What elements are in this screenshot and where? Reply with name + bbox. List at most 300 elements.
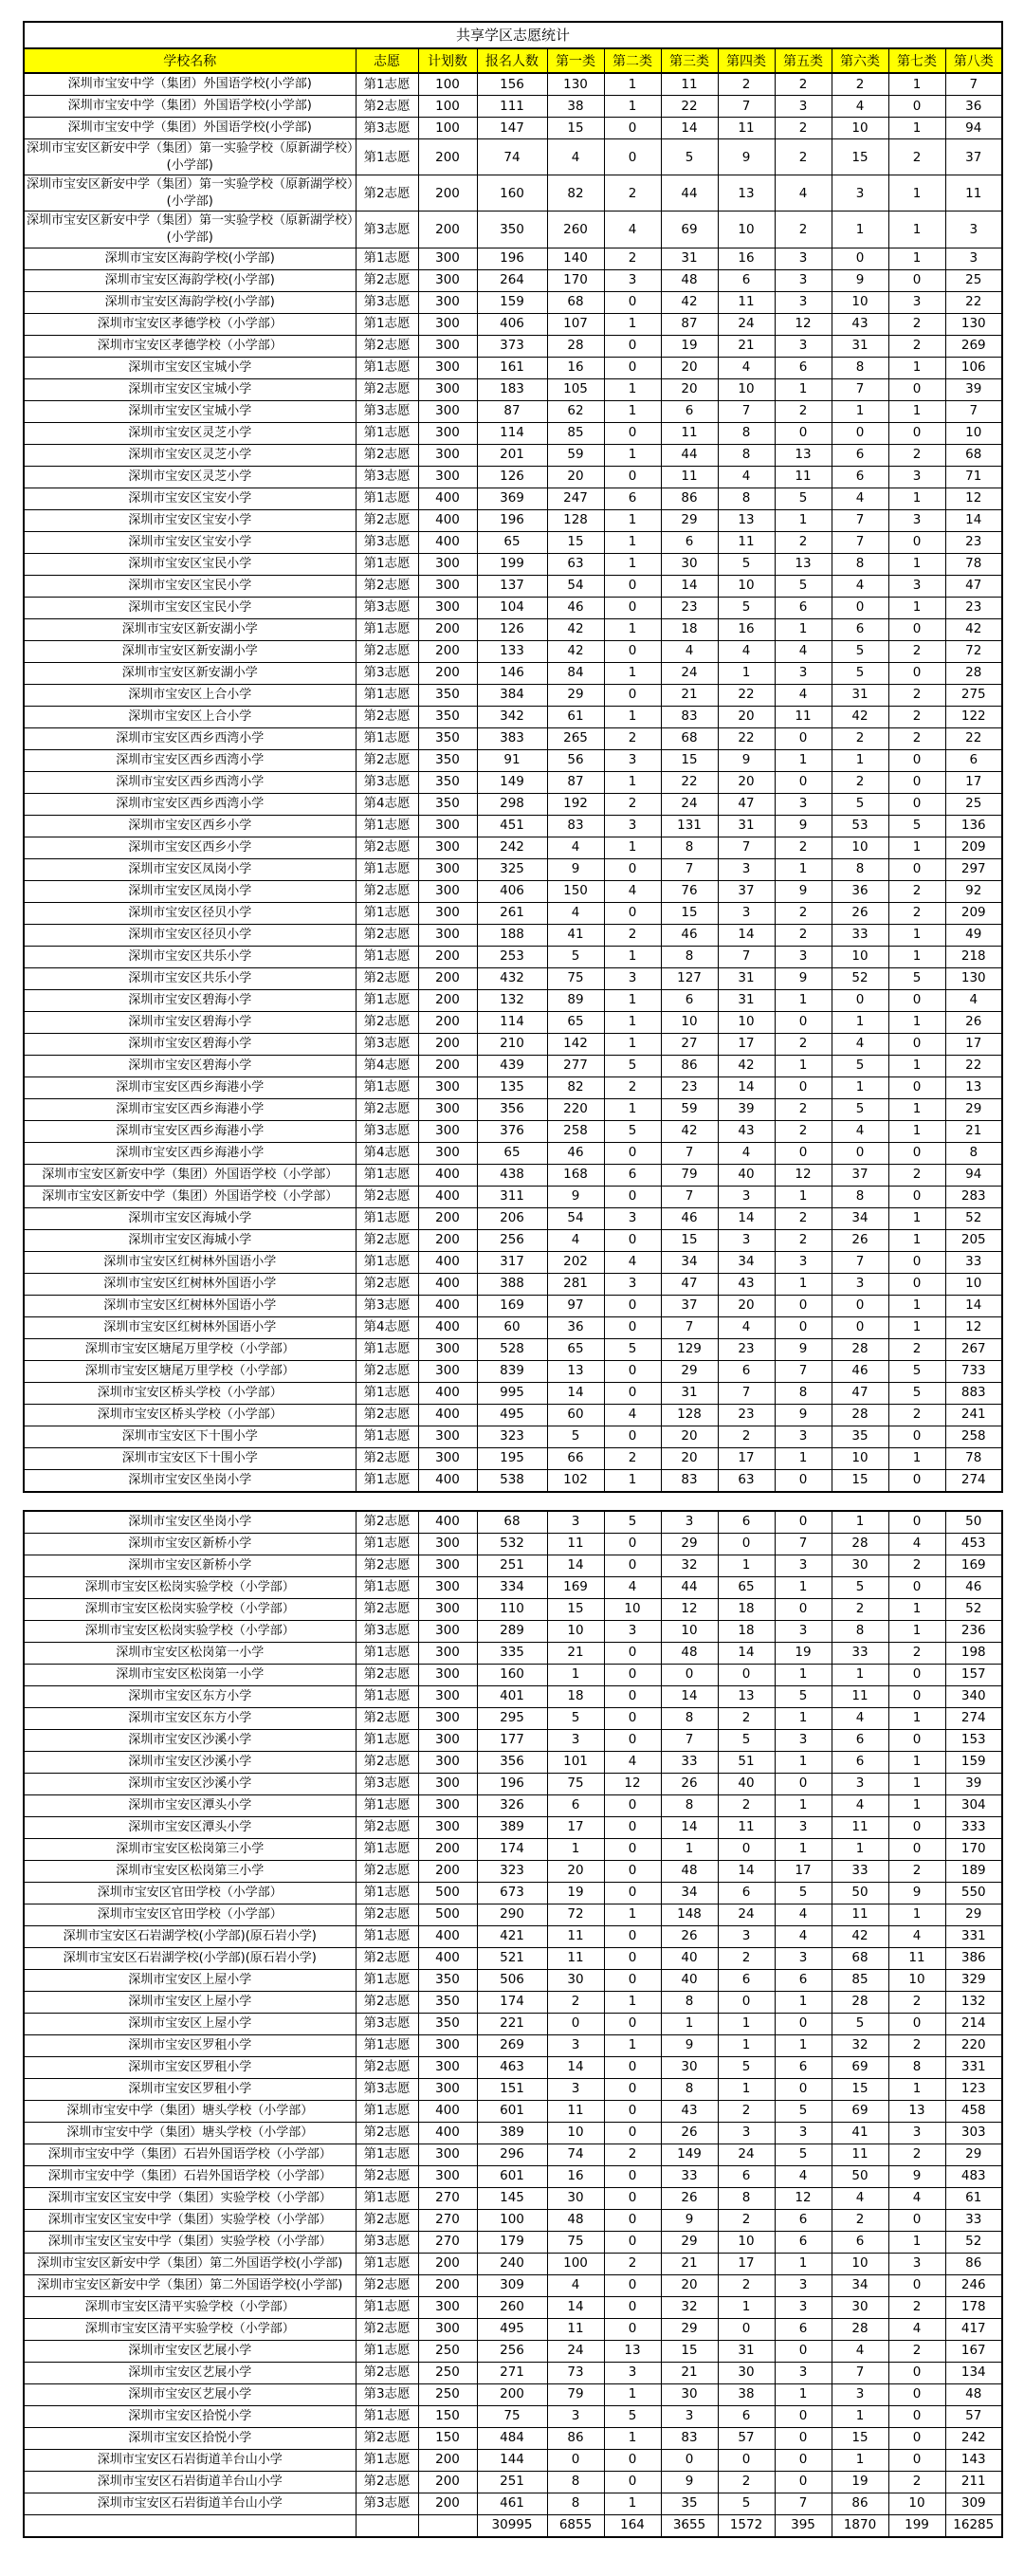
cell-value: 0 (888, 2449, 945, 2471)
cell-value: 0 (888, 858, 945, 880)
cell-value: 200 (418, 1055, 477, 1076)
cell-value: 2 (888, 2471, 945, 2493)
cell-value: 0 (888, 1576, 945, 1598)
cell-preference: 第3志愿 (356, 2231, 418, 2253)
cell-school-name: 深圳市宝安中学（集团）外国语学校(小学部) (24, 73, 356, 96)
cell-value: 53 (832, 815, 888, 837)
cell-value: 3 (775, 1620, 832, 1642)
cell-preference: 第1志愿 (356, 1969, 418, 1991)
table-row (24, 2056, 1002, 2078)
table-row (24, 1076, 1002, 1098)
cell-value: 20 (661, 1426, 718, 1447)
cell-value: 19 (661, 335, 718, 357)
cell-preference: 第1志愿 (356, 1382, 418, 1404)
cell-value: 79 (547, 2383, 604, 2405)
cell-preference: 第2志愿 (356, 2122, 418, 2144)
cell-school-name: 深圳市宝安区灵芝小学 (24, 444, 356, 466)
cell-value: 32 (832, 2034, 888, 2056)
table-row (24, 1338, 1002, 1360)
cell-value: 75 (547, 2231, 604, 2253)
cell-value: 300 (418, 1576, 477, 1598)
cell-school-name: 深圳市宝安区海韵学校(小学部) (24, 291, 356, 313)
cell-value: 51 (718, 1751, 775, 1773)
cell-value: 3 (547, 2405, 604, 2427)
cell-value: 246 (945, 2274, 1002, 2296)
cell-school-name: 深圳市宝安区清平实验学校（小学部） (24, 2296, 356, 2318)
cell-preference: 第1志愿 (356, 858, 418, 880)
cell-value: 11 (547, 2100, 604, 2122)
cell-preference: 第2志愿 (356, 749, 418, 771)
cell-value: 33 (661, 2165, 718, 2187)
cell-value: 31 (718, 989, 775, 1011)
column-header-8: 第五类 (775, 48, 832, 73)
cell-value: 0 (604, 2056, 661, 2078)
cell-value: 2 (888, 1642, 945, 1664)
cell-value: 4 (945, 989, 1002, 1011)
cell-value: 2 (888, 880, 945, 902)
cell-value: 439 (477, 1055, 547, 1076)
cell-value: 200 (418, 1838, 477, 1860)
table-row (24, 967, 1002, 989)
cell-preference: 第1志愿 (356, 727, 418, 749)
cell-value: 1 (888, 2078, 945, 2100)
cell-value: 40 (661, 1947, 718, 1969)
cell-value: 123 (945, 2078, 1002, 2100)
cell-value: 42 (547, 618, 604, 640)
cell-value: 14 (547, 2056, 604, 2078)
cell-value: 4 (832, 1033, 888, 1055)
cell-value: 10 (832, 1447, 888, 1469)
cell-value: 28 (945, 662, 1002, 684)
cell-value: 7 (661, 1316, 718, 1338)
cell-value: 0 (888, 1076, 945, 1098)
cell-value: 0 (604, 357, 661, 378)
cell-value: 37 (945, 139, 1002, 175)
cell-preference: 第3志愿 (356, 1295, 418, 1316)
cell-school-name: 深圳市宝安区新安中学（集团）第一实验学校（原新湖学校）(小学部) (24, 212, 356, 248)
cell-value: 1 (718, 1555, 775, 1576)
cell-value: 94 (945, 1164, 1002, 1186)
cell-value: 3 (888, 2253, 945, 2274)
cell-value: 241 (945, 1404, 1002, 1426)
cell-value: 400 (418, 1925, 477, 1947)
cell-value: 2 (775, 212, 832, 248)
cell-value: 0 (775, 1142, 832, 1164)
table-row (24, 2100, 1002, 2122)
cell-school-name: 深圳市宝安区沙溪小学 (24, 1773, 356, 1794)
cell-value: 4 (888, 1533, 945, 1555)
cell-preference: 第1志愿 (356, 1925, 418, 1947)
cell-value: 2 (775, 837, 832, 858)
cell-value: 199 (888, 2514, 945, 2537)
cell-preference: 第3志愿 (356, 662, 418, 684)
cell-value: 105 (547, 378, 604, 400)
cell-value: 196 (477, 509, 547, 531)
cell-value: 6 (718, 1969, 775, 1991)
cell-value: 8 (832, 357, 888, 378)
cell-value: 2 (888, 2296, 945, 2318)
cell-value: 253 (477, 946, 547, 967)
cell-value: 42 (832, 706, 888, 727)
cell-value: 37 (718, 880, 775, 902)
cell-value: 170 (945, 1838, 1002, 1860)
cell-preference: 第1志愿 (356, 1685, 418, 1707)
cell-value: 8 (832, 553, 888, 575)
cell-value: 300 (418, 1360, 477, 1382)
cell-value: 275 (945, 684, 1002, 706)
cell-value: 0 (832, 248, 888, 269)
cell-value: 1 (775, 1794, 832, 1816)
cell-school-name: 深圳市宝安区新桥小学 (24, 1533, 356, 1555)
cell-value: 250 (418, 2383, 477, 2405)
cell-value: 209 (945, 902, 1002, 924)
table-row (24, 335, 1002, 357)
cell-value: 300 (418, 378, 477, 400)
cell-value: 24 (661, 662, 718, 684)
cell-value: 19 (775, 1642, 832, 1664)
cell-value: 10 (832, 2253, 888, 2274)
cell-value: 0 (888, 1816, 945, 1838)
cell-value: 7 (775, 2493, 832, 2514)
cell-value: 17 (775, 1860, 832, 1882)
cell-school-name: 深圳市宝安区塘尾万里学校（小学部） (24, 1338, 356, 1360)
table-row (24, 1295, 1002, 1316)
cell-value: 5 (832, 1055, 888, 1076)
cell-preference: 第2志愿 (356, 269, 418, 291)
table-row (24, 139, 1002, 175)
cell-value: 2 (775, 924, 832, 946)
cell-value: 4 (718, 466, 775, 488)
cell-value: 9 (718, 139, 775, 175)
cell-preference: 第2志愿 (356, 1555, 418, 1576)
table-row (24, 2078, 1002, 2100)
cell-value: 0 (604, 1685, 661, 1707)
cell-value: 2 (888, 706, 945, 727)
table-row (24, 73, 1002, 96)
cell-value: 31 (661, 1382, 718, 1404)
cell-value: 5 (888, 1360, 945, 1382)
cell-value: 5 (604, 2405, 661, 2427)
cell-value: 100 (418, 73, 477, 96)
cell-value: 495 (477, 1404, 547, 1426)
cell-preference: 第1志愿 (356, 357, 418, 378)
cell-value: 87 (477, 400, 547, 422)
cell-value: 146 (477, 662, 547, 684)
cell-value: 495 (477, 2318, 547, 2340)
cell-value: 3 (775, 269, 832, 291)
column-header-2: 计划数 (418, 48, 477, 73)
cell-value: 10 (547, 2122, 604, 2144)
table-row (24, 1947, 1002, 1969)
cell-value: 147 (477, 118, 547, 139)
cell-value: 0 (832, 597, 888, 618)
cell-value: 135 (477, 1076, 547, 1098)
cell-value: 1 (604, 706, 661, 727)
cell-value: 211 (945, 2471, 1002, 2493)
table-row (24, 2144, 1002, 2165)
cell-value: 277 (547, 1055, 604, 1076)
cell-school-name: 深圳市宝安区宝民小学 (24, 597, 356, 618)
cell-value: 7 (661, 1729, 718, 1751)
cell-value: 270 (418, 2187, 477, 2209)
cell-value: 0 (888, 989, 945, 1011)
cell-value: 5 (832, 662, 888, 684)
cell-value: 1 (604, 531, 661, 553)
table-row (24, 1642, 1002, 1664)
cell-preference: 第2志愿 (356, 1598, 418, 1620)
cell-value: 1 (775, 989, 832, 1011)
table-row (24, 727, 1002, 749)
cell-value: 261 (477, 902, 547, 924)
cell-value: 5 (775, 488, 832, 509)
cell-preference: 第2志愿 (356, 1664, 418, 1685)
cell-value: 3 (604, 815, 661, 837)
cell-school-name (24, 2514, 356, 2537)
cell-value: 0 (604, 1186, 661, 1207)
cell-preference: 第2志愿 (356, 1860, 418, 1882)
cell-value: 300 (418, 880, 477, 902)
cell-value: 0 (604, 1882, 661, 1904)
table-row (24, 2013, 1002, 2034)
cell-value: 20 (718, 1295, 775, 1316)
cell-value: 1 (888, 488, 945, 509)
cell-preference: 第1志愿 (356, 488, 418, 509)
cell-school-name: 深圳市宝安区松岗第三小学 (24, 1860, 356, 1882)
cell-value: 30 (661, 2056, 718, 2078)
cell-value: 2 (888, 139, 945, 175)
cell-value: 1 (775, 1664, 832, 1685)
cell-value: 27 (661, 1033, 718, 1055)
cell-value: 1 (604, 1904, 661, 1925)
cell-value: 0 (888, 422, 945, 444)
cell-value: 1 (661, 2013, 718, 2034)
cell-value: 0 (604, 2100, 661, 2122)
cell-value: 4 (604, 1404, 661, 1426)
cell-preference: 第4志愿 (356, 793, 418, 815)
cell-value: 36 (945, 96, 1002, 118)
cell-value: 5 (718, 553, 775, 575)
cell-value: 2 (832, 1598, 888, 1620)
cell-value: 1 (775, 618, 832, 640)
cell-value: 300 (418, 1120, 477, 1142)
cell-value: 329 (945, 1969, 1002, 1991)
column-header-11: 第八类 (945, 48, 1002, 73)
cell-value: 3 (775, 248, 832, 269)
cell-value: 300 (418, 269, 477, 291)
cell-value: 11 (718, 118, 775, 139)
cell-value: 0 (888, 1685, 945, 1707)
column-header-4: 第一类 (547, 48, 604, 73)
cell-value: 14 (718, 924, 775, 946)
cell-value: 15 (547, 1598, 604, 1620)
cell-value: 0 (888, 662, 945, 684)
cell-value: 210 (477, 1033, 547, 1055)
cell-value: 2 (775, 1229, 832, 1251)
cell-school-name: 深圳市宝安区西乡海港小学 (24, 1120, 356, 1142)
cell-school-name: 深圳市宝安区艺展小学 (24, 2362, 356, 2383)
cell-value: 8 (718, 444, 775, 466)
cell-value: 2 (775, 118, 832, 139)
cell-value: 1 (604, 96, 661, 118)
header-row (24, 48, 1002, 73)
cell-school-name: 深圳市宝安区上屋小学 (24, 1991, 356, 2013)
cell-value: 85 (832, 1969, 888, 1991)
cell-value: 0 (604, 139, 661, 175)
cell-value: 0 (604, 2296, 661, 2318)
table-row (24, 989, 1002, 1011)
cell-value: 7 (832, 509, 888, 531)
cell-value: 26 (661, 2187, 718, 2209)
cell-value: 0 (661, 1664, 718, 1685)
cell-value: 10 (547, 1620, 604, 1642)
cell-value: 356 (477, 1098, 547, 1120)
cell-value: 300 (418, 422, 477, 444)
cell-value: 101 (547, 1751, 604, 1773)
page-title: 共享学区志愿统计 (24, 22, 1002, 48)
cell-value: 1 (775, 749, 832, 771)
cell-value: 309 (477, 2274, 547, 2296)
cell-preference: 第2志愿 (356, 2209, 418, 2231)
cell-value: 142 (547, 1033, 604, 1055)
cell-value: 28 (832, 1404, 888, 1426)
cell-school-name: 深圳市宝安区松岗实验学校（小学部） (24, 1620, 356, 1642)
cell-value: 2 (888, 2034, 945, 2056)
cell-value: 200 (418, 1011, 477, 1033)
cell-value: 192 (547, 793, 604, 815)
cell-preference: 第2志愿 (356, 1511, 418, 1534)
cell-value: 0 (604, 2471, 661, 2493)
cell-value: 3 (775, 2362, 832, 2383)
cell-school-name: 深圳市宝安区桥头学校（小学部） (24, 1382, 356, 1404)
cell-school-name: 深圳市宝安区新安中学（集团）第一实验学校（原新湖学校）(小学部) (24, 175, 356, 212)
table-row (24, 706, 1002, 727)
cell-value: 15 (832, 2078, 888, 2100)
cell-school-name: 深圳市宝安区石岩湖学校(小学部)(原石岩小学) (24, 1947, 356, 1969)
cell-value: 30 (832, 2296, 888, 2318)
cell-value: 6 (718, 1882, 775, 1904)
table-row (24, 1816, 1002, 1838)
cell-value: 23 (945, 597, 1002, 618)
cell-value: 5 (604, 1511, 661, 1534)
cell-value: 5 (718, 2056, 775, 2078)
cell-value: 400 (418, 1511, 477, 1534)
table-row (24, 1707, 1002, 1729)
table-row (24, 1729, 1002, 1751)
cell-value: 300 (418, 444, 477, 466)
cell-school-name: 深圳市宝安区拾悦小学 (24, 2427, 356, 2449)
cell-school-name: 深圳市宝安区罗租小学 (24, 2034, 356, 2056)
cell-value: 23 (718, 1404, 775, 1426)
cell-value: 601 (477, 2165, 547, 2187)
cell-value: 0 (888, 2383, 945, 2405)
cell-value: 37 (661, 1295, 718, 1316)
cell-value: 5 (604, 1338, 661, 1360)
cell-value: 9 (775, 1338, 832, 1360)
cell-value: 14 (547, 1555, 604, 1576)
cell-value: 39 (945, 378, 1002, 400)
cell-value: 0 (775, 2340, 832, 2362)
cell-school-name: 深圳市宝安区官田学校（小学部） (24, 1904, 356, 1925)
cell-value: 0 (604, 335, 661, 357)
table-row (24, 2383, 1002, 2405)
cell-value: 5 (775, 2100, 832, 2122)
cell-value: 883 (945, 1382, 1002, 1404)
cell-value: 148 (661, 1904, 718, 1925)
cell-value: 42 (661, 291, 718, 313)
cell-value: 0 (604, 2013, 661, 2034)
cell-value: 15 (661, 749, 718, 771)
cell-value: 3 (718, 1186, 775, 1207)
cell-value: 26 (832, 1229, 888, 1251)
cell-value: 153 (945, 1729, 1002, 1751)
cell-value: 0 (718, 1664, 775, 1685)
cell-value: 2 (775, 531, 832, 553)
cell-value: 383 (477, 727, 547, 749)
cell-value: 8 (832, 1186, 888, 1207)
cell-value: 2 (888, 1860, 945, 1882)
cell-value: 214 (945, 2013, 1002, 2034)
cell-preference: 第2志愿 (356, 1011, 418, 1033)
cell-value: 271 (477, 2362, 547, 2383)
cell-value: 0 (775, 1295, 832, 1316)
cell-value: 4 (832, 1120, 888, 1142)
cell-value: 483 (945, 2165, 1002, 2187)
cell-value: 300 (418, 1598, 477, 1620)
cell-value: 29 (661, 1360, 718, 1382)
cell-value: 3 (775, 662, 832, 684)
table-row (24, 248, 1002, 269)
cell-value: 8 (945, 1142, 1002, 1164)
statistics-table-upper (23, 21, 1003, 1493)
cell-value: 17 (718, 1447, 775, 1469)
cell-value: 200 (418, 967, 477, 989)
cell-value: 1 (604, 1469, 661, 1492)
cell-value: 157 (945, 1664, 1002, 1685)
cell-value: 57 (718, 2427, 775, 2449)
cell-preference: 第2志愿 (356, 837, 418, 858)
cell-value: 2 (604, 793, 661, 815)
cell-value: 40 (718, 1164, 775, 1186)
cell-value: 78 (945, 553, 1002, 575)
cell-preference: 第1志愿 (356, 1338, 418, 1360)
cell-value: 1 (832, 1838, 888, 1860)
cell-value: 1 (832, 749, 888, 771)
cell-value: 59 (661, 1098, 718, 1120)
cell-value: 0 (604, 640, 661, 662)
cell-value: 7 (832, 1251, 888, 1273)
cell-preference: 第2志愿 (356, 175, 418, 212)
cell-value: 143 (945, 2449, 1002, 2471)
cell-value: 386 (945, 1947, 1002, 1969)
cell-value: 65 (477, 1142, 547, 1164)
cell-value: 9 (718, 749, 775, 771)
cell-value: 733 (945, 1360, 1002, 1382)
cell-value: 3 (604, 967, 661, 989)
cell-value: 2 (718, 2471, 775, 2493)
cell-value: 102 (547, 1469, 604, 1492)
cell-preference: 第1志愿 (356, 313, 418, 335)
cell-value: 6 (775, 2318, 832, 2340)
cell-value: 48 (945, 2383, 1002, 2405)
cell-preference: 第1志愿 (356, 422, 418, 444)
cell-value: 1 (604, 1033, 661, 1055)
cell-value: 68 (832, 1947, 888, 1969)
cell-value: 3 (604, 2362, 661, 2383)
cell-value: 14 (547, 2296, 604, 2318)
cell-value: 127 (661, 967, 718, 989)
cell-preference: 第3志愿 (356, 2383, 418, 2405)
cell-value: 300 (418, 1533, 477, 1555)
